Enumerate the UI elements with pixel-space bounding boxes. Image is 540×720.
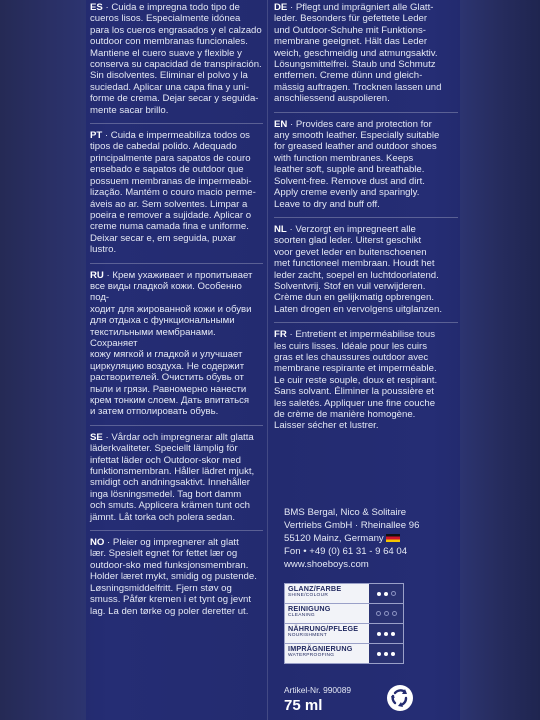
- section-separator: [90, 263, 263, 264]
- instructions-text: · Крем ухаживает и пропитывает все виды гладкой кожи. Особенно под- ходит для жированной кожи и обуви для отдыха с функциональными текстильными мембранами. Сохраняет кожу мягкой и гладкой и улучшает циркуляцию воздуха. Не содержит растворителей. Очистить обувь от пыли и грязи. Равномерно нанести крем тонким слоем. Дать впитаться и затем отполировать обувь.: [90, 269, 253, 418]
- section-separator: [274, 112, 458, 113]
- rating-dot-filled: [391, 652, 395, 656]
- care-label: IMPRÄGNIERUNG: [288, 644, 353, 653]
- company-city-line: [284, 532, 464, 545]
- company-address: Vertriebs GmbH · Rheinallee 96: [284, 520, 420, 531]
- company-name: BMS Bergal, Nico & Solitaire: [284, 507, 407, 518]
- care-label-box: [285, 604, 369, 623]
- rating-dot-filled: [377, 632, 381, 636]
- care-label-box: [285, 644, 369, 663]
- care-rating: [369, 584, 403, 603]
- care-label-box: [285, 624, 369, 643]
- company-phone: Fon • +49 (0) 61 31 - 9 64 04: [284, 546, 408, 557]
- instructions-text: · Provides care and protection for any smooth leather. Especially suitable for greased leather and outdoor shoes with function membranes. Keeps leather soft, supple and breathable. Solvent-free. Remove dust and dirt. Apply creme evenly and sparingly. Leave to dry and buff off.: [274, 118, 440, 210]
- rating-dot-filled: [391, 632, 395, 636]
- instructions-text: · Cuida e impermeabiliza todos os tipos de cabedal polido. Adequado principalmente para sapatos de couro ensebado e sapatos de outdoor que possuem membranas de impermeabi- lização. Mantém o couro macio perme- áveis ao ar. Sem solventes. Limpar a poeira e remover a sujidade. Aplicar o creme numa camada fina e uniforme. Deixar secar e, em seguida, puxar lustro.: [90, 130, 256, 256]
- company-city: 55120 Mainz, Germany: [284, 533, 384, 544]
- instructions-text: · Pflegt und imprägniert alle Glatt- leder. Besonders für gefettete Leder und Outdoor-Schuhe mit Funktions- membrane geeignet. Hält das Leder weich, geschmeidig und atmungsaktiv. Lösungsmittelfrei. Staub und Schmutz entfernen. Creme dünn und gleich- mässig auftragen. Trocknen lassen und anschliessend auspolieren.: [274, 2, 442, 105]
- language-code: PT: [90, 130, 103, 142]
- care-sublabel: NOURISHMENT: [288, 633, 328, 638]
- company-info: [284, 506, 464, 571]
- volume: 75 ml: [284, 697, 323, 714]
- rating-dot-filled: [384, 632, 388, 636]
- instructions-text: · Verzorgt en impregneert alle soorten glad leder. Uiterst geschikt voor gevet leder en buitenschoenen met functioneel membraan. Houdt het leder zacht, soepel en luchtdoorlatend. Solventvrij. Stof en vuil verwijderen. Crème dun en gelijkmatig opbrengen. Laten drogen en vervolgens uitglanzen.: [274, 223, 443, 315]
- care-sublabel: SHINE/COLOUR: [288, 593, 329, 598]
- language-code: FR: [274, 329, 287, 341]
- section-separator: [274, 217, 458, 218]
- care-row: [285, 624, 403, 644]
- instructions-pt: [90, 130, 263, 255]
- language-code: RU: [90, 269, 104, 281]
- instructions-nl: [274, 224, 458, 315]
- instructions-text: · Vårdar och impregnerar allt glatta läderkvaliteter. Speciellt lämplig för infettat läder och Outdoor-skor med funktionsmembran. Håller lädret mjukt, smidigt och andningsaktivt. Innehåller inga lösningsmedel. Tag bort damm och smuts. Applicera krämen tunt och jämnt. Låt torka och polera sedan.: [90, 431, 255, 523]
- care-rating: [369, 604, 403, 623]
- care-sublabel: WATERPROOFING: [288, 653, 335, 658]
- left-column: [90, 2, 263, 624]
- care-label-box: [285, 584, 369, 603]
- language-code: EN: [274, 118, 288, 130]
- label-edge-right: [460, 0, 540, 720]
- care-label: GLANZ/FARBE: [288, 584, 342, 593]
- rating-dot-empty: [384, 611, 389, 616]
- care-label: REINIGUNG: [288, 604, 331, 613]
- section-separator: [90, 425, 263, 426]
- rating-dot-filled: [377, 652, 381, 656]
- right-column: [274, 2, 458, 439]
- care-rating: [369, 624, 403, 643]
- recycle-icon: [386, 684, 414, 712]
- rating-dot-filled: [384, 652, 388, 656]
- section-separator: [90, 123, 263, 124]
- care-row: [285, 604, 403, 624]
- instructions-no: [90, 537, 263, 617]
- section-separator: [274, 322, 458, 323]
- article-number: Artikel-Nr. 990089: [284, 685, 352, 695]
- instructions-text: · Pleier og impregnerer alt glatt lær. Spesielt egnet for fettet lær og outdoor-sko med funksjonsmembran. Holder læret mykt, smidig og pustende. Løsningsmiddelfritt. Fjern støv og smuss. Påfør kremen i et tynt og jevnt lag. La den tørke og poler deretter ut.: [90, 537, 257, 617]
- language-code: ES: [90, 2, 103, 13]
- language-code: SE: [90, 431, 103, 443]
- instructions-en: [274, 119, 458, 210]
- section-separator: [90, 530, 263, 531]
- germany-flag-icon: [386, 534, 400, 542]
- care-row: [285, 644, 403, 663]
- rating-dot-filled: [384, 592, 388, 596]
- company-website: www.shoeboys.com: [284, 559, 369, 570]
- language-code: NL: [274, 223, 287, 235]
- instructions-de: [274, 2, 458, 105]
- column-divider: [267, 0, 268, 720]
- rating-dot-empty: [392, 611, 397, 616]
- instructions-es: [90, 2, 263, 116]
- rating-dot-filled: [377, 592, 381, 596]
- instructions-fr: [274, 329, 458, 432]
- instructions-ru: [90, 270, 263, 418]
- language-code: NO: [90, 537, 105, 549]
- label-edge-left: [0, 0, 86, 720]
- instructions-se: [90, 432, 263, 523]
- care-sublabel: CLEANING: [288, 613, 315, 618]
- rating-dot-empty: [376, 611, 381, 616]
- instructions-text: · Cuida e impregna todo tipo de cueros lisos. Especialmente idónea para los cueros engrasados y el calzado outdoor con membranas funcionales. Mantiene el cuero suave y flexible y conserva su capacidad de transpiración. Sin disolventes. Eliminar el polvo y la suciedad. Aplicar una capa fina y uni- forme de crema. Dejar secar y seguida- mente sacar brillo.: [90, 2, 262, 116]
- rating-dot-empty: [391, 591, 396, 596]
- care-rating: [369, 644, 403, 663]
- language-code: DE: [274, 2, 288, 13]
- care-label: NÄHRUNG/PFLEGE: [288, 624, 359, 633]
- instructions-text: · Entretient et imperméabilise tous les cuirs lisses. Idéale pour les cuirs gras et les chaussures outdoor avec membrane respirante et imperméable. Le cuir reste souple, doux et respirant. Sans solvant. Éliminer la poussière et les saletés. Appliquer une fine couche de crème de manière homogène. Laisser sécher et lustrer.: [274, 329, 438, 432]
- care-table: [284, 583, 404, 664]
- care-row: [285, 584, 403, 604]
